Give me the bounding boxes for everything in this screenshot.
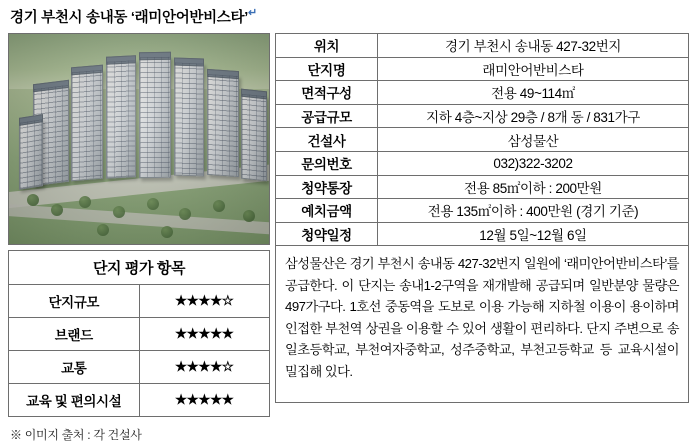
evaluation-header-row [9,251,270,285]
table-row [276,81,689,105]
info-value-subscription-schedule: 12월 5일~12월 6일 [378,222,689,246]
page-title-text: 경기 부천시 송내동 ‘래미안어반비스타’ [10,10,248,26]
evaluation-rating-scale: ★★★★☆ [139,285,270,318]
table-row [276,175,689,199]
page-title [8,6,689,27]
left-column [8,33,270,443]
table-row [276,57,689,81]
info-key-complex-name: 단지명 [276,57,378,81]
table-row [9,384,270,417]
info-value-subscription-account: 전용 85㎡이하 : 200만원 [378,175,689,199]
info-value-area-composition: 전용 49~114㎡ [378,81,689,105]
info-key-deposit-amount: 예치금액 [276,199,378,223]
info-key-area-composition: 면적구성 [276,81,378,105]
evaluation-label-education: 교육 및 편의시설 [9,384,140,417]
table-row [276,151,689,175]
evaluation-table [8,250,270,417]
info-key-subscription-account: 청약통장 [276,175,378,199]
source-note: ※ 이미지 출처 : 각 건설사 [10,428,142,442]
photo-vignette [9,34,269,244]
right-column [275,33,689,403]
content-area [8,33,689,443]
info-value-supply-scale: 지하 4층~지상 29층 / 8개 동 / 831가구 [378,104,689,128]
info-key-subscription-schedule: 청약일정 [276,222,378,246]
paragraph-mark-icon: ↵ [247,7,257,19]
description-text: 삼성물산은 경기 부천시 송내동 427-32번지 일원에 ‘래미안어반비스타’를 공급한다. 이 단지는 송내1-2구역을 재개발해 공급되며 일반분양 물량은 497가구다. 1호선 중동역을 도보로 이용 가능해 지하철 이용이 용이하며 인접한 부천역 상권을 이용할 수 있어 생활이 편리하다. 단지 주변으로 송일초등학교, 부천여자중학교, 성주중학교, 부천고등학교 등 교육시설이 밀집해 있다. [275,246,689,403]
property-info-table [275,33,689,246]
info-value-builder: 삼성물산 [378,128,689,152]
evaluation-label-transport: 교통 [9,351,140,384]
info-key-supply-scale: 공급규모 [276,104,378,128]
info-key-contact-number: 문의번호 [276,151,378,175]
evaluation-rating-brand: ★★★★★ [139,318,270,351]
evaluation-label-brand: 브랜드 [9,318,140,351]
info-key-location: 위치 [276,34,378,58]
info-value-contact-number: 032)322-3202 [378,151,689,175]
table-row [9,285,270,318]
table-row [276,222,689,246]
apartment-complex-aerial-photo [8,33,270,245]
evaluation-label-scale: 단지규모 [9,285,140,318]
evaluation-rating-transport: ★★★★☆ [139,351,270,384]
info-key-builder: 건설사 [276,128,378,152]
table-row [276,104,689,128]
evaluation-header-cell: 단지 평가 항목 [9,251,270,285]
evaluation-rating-education: ★★★★★ [139,384,270,417]
table-row [9,318,270,351]
table-row [276,128,689,152]
info-value-location: 경기 부천시 송내동 427-32번지 [378,34,689,58]
info-value-complex-name: 래미안어반비스타 [378,57,689,81]
info-value-deposit-amount: 전용 135㎡이하 : 400만원 (경기 기준) [378,199,689,223]
table-row [276,34,689,58]
table-row [9,351,270,384]
table-row [276,199,689,223]
